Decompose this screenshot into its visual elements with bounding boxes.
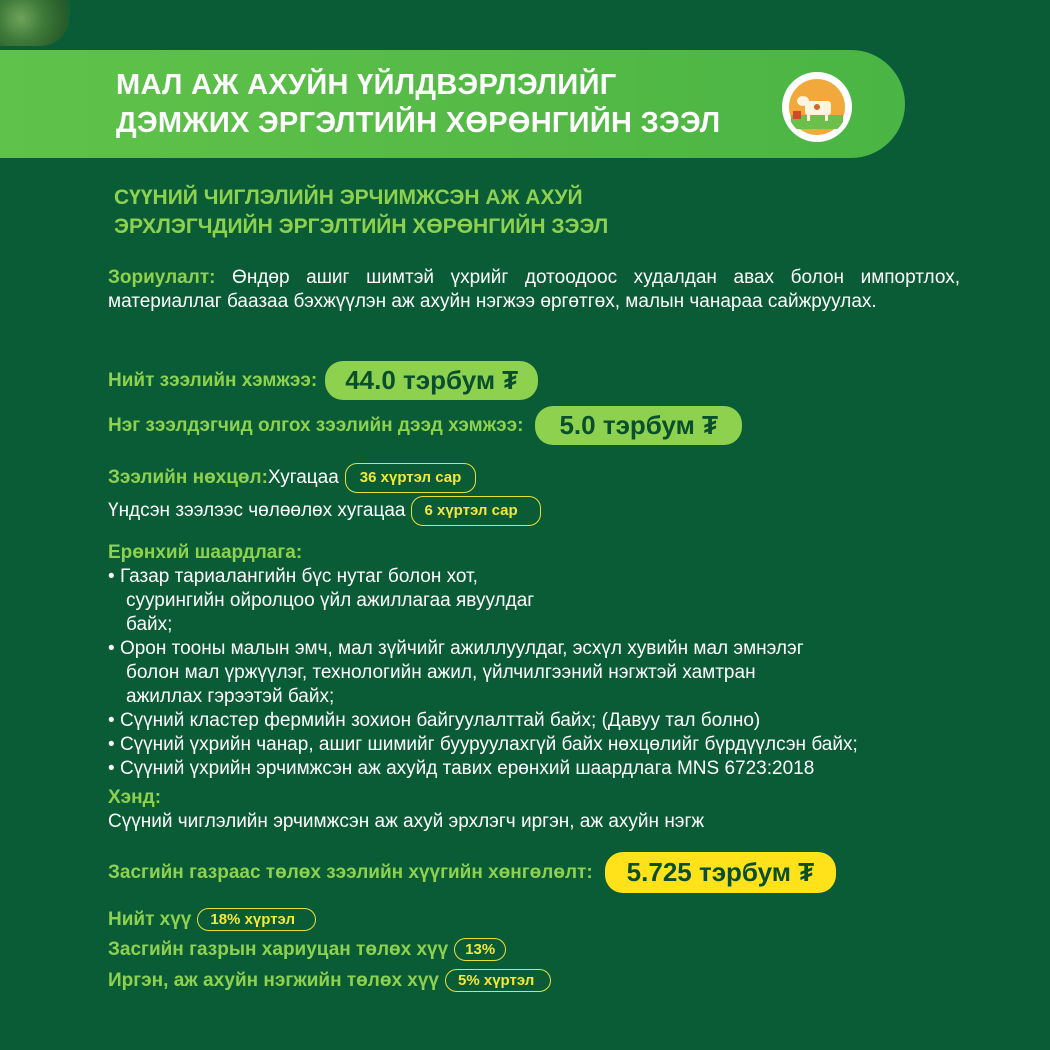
total-loan-row: [108, 361, 538, 400]
who-label: Хэнд:: [108, 787, 162, 808]
total-rate-label: Нийт хүү: [108, 908, 192, 930]
subsidy-label: Засгийн газраас төлөх зээлийн хүүгийн хөнгөлөлт:: [108, 861, 593, 883]
requirement-item: • Сүүний үхрийн чанар, ашиг шимийг бууруулахгүй байх нөхцөлийг бүрдүүлсэн байх;: [108, 733, 968, 757]
requirement-item: • Сүүний кластер фермийн зохион байгуулалттай байх; (Давуу тал болно): [108, 709, 968, 733]
cow-icon: [787, 77, 847, 137]
borrower-rate-value: 5% хүртэл: [445, 969, 551, 992]
total-rate-row: [108, 908, 316, 931]
max-loan-label: Нэг зээлдэгчид олгох зээлийн дээд хэмжээ:: [108, 414, 524, 436]
corner-photo: [0, 0, 70, 46]
requirement-item: • Сүүний үхрийн эрчимжсэн аж ахуйд тавих ерөнхий шаардлага MNS 6723:2018: [108, 757, 968, 781]
gov-rate-label: Засгийн газрын хариуцан төлөх хүү: [108, 938, 449, 960]
purpose-paragraph: [108, 266, 960, 314]
max-loan-row: [108, 406, 742, 445]
borrower-rate-label: Иргэн, аж ахуйн нэгжийн төлөх хүү: [108, 969, 439, 991]
section-subtitle: [114, 183, 608, 241]
total-rate-value: 18% хүртэл: [197, 908, 316, 931]
max-loan-value: 5.0 тэрбум ₮: [535, 406, 742, 445]
subtitle-line-1: СҮҮНИЙ ЧИГЛЭЛИЙН ЭРЧИМЖСЭН АЖ АХУЙ: [114, 186, 583, 209]
total-loan-value: 44.0 тэрбум ₮: [325, 361, 538, 400]
subsidy-value: 5.725 тэрбум ₮: [605, 852, 836, 893]
who-text: Сүүний чиглэлийн эрчимжсэн аж ахуй эрхлэгч иргэн, аж ахуйн нэгж: [108, 811, 705, 832]
subsidy-row: [108, 852, 836, 893]
page-title: [116, 66, 720, 142]
cow-logo-icon: [782, 72, 852, 142]
duration-row: [108, 463, 541, 493]
requirement-item: • Газар тариалангийн бүс нутаг болон хот, суурингийн ойролцоо үйл ажиллагаа явуулдаг байх;: [108, 565, 566, 637]
grace-row: [108, 496, 541, 526]
who-section: [108, 786, 704, 834]
borrower-rate-row: [108, 969, 551, 992]
title-line-1: МАЛ АЖ АХУЙН ҮЙЛДВЭРЛЭЛИЙГ: [116, 69, 617, 101]
loan-terms: [108, 463, 541, 526]
duration-label: Хугацаа: [267, 467, 339, 488]
total-loan-label: Нийт зээлийн хэмжээ:: [108, 369, 318, 391]
header-banner: [0, 50, 905, 158]
duration-value: 36 хүртэл сар: [345, 463, 476, 493]
title-line-2: ДЭМЖИХ ЭРГЭЛТИЙН ХӨРӨНГИЙН ЗЭЭЛ: [116, 107, 721, 139]
terms-label: Зээлийн нөхцөл:: [108, 467, 268, 488]
requirements-section: [108, 541, 968, 781]
grace-label: Үндсэн зээлээс чөлөөлөх хугацаа: [108, 500, 406, 521]
purpose-label: Зориулалт:: [108, 267, 216, 288]
requirements-label: Ерөнхий шаардлага:: [108, 542, 303, 563]
grace-value: 6 хүртэл сар: [411, 496, 540, 526]
gov-rate-row: [108, 938, 506, 961]
subtitle-line-2: ЭРХЛЭГЧДИЙН ЭРГЭЛТИЙН ХӨРӨНГИЙН ЗЭЭЛ: [114, 215, 609, 238]
gov-rate-value: 13%: [454, 938, 506, 961]
purpose-text: Өндөр ашиг шимтэй үхрийг дотоодоос худалдан авах болон импортлох, материаллаг баазаа бэхжүүлэн аж ахуйн нэгжээ өргөтгөх, малын чанараа сайжруулах.: [108, 267, 960, 312]
requirement-item: • Орон тооны малын эмч, мал зүйчийг ажиллуулдаг, эсхүл хувийн мал эмнэлэг болон мал үржүүлэг, технологийн ажил, үйлчилгээний нэгжтэй хамтран ажиллах гэрээтэй байх;: [108, 637, 826, 709]
